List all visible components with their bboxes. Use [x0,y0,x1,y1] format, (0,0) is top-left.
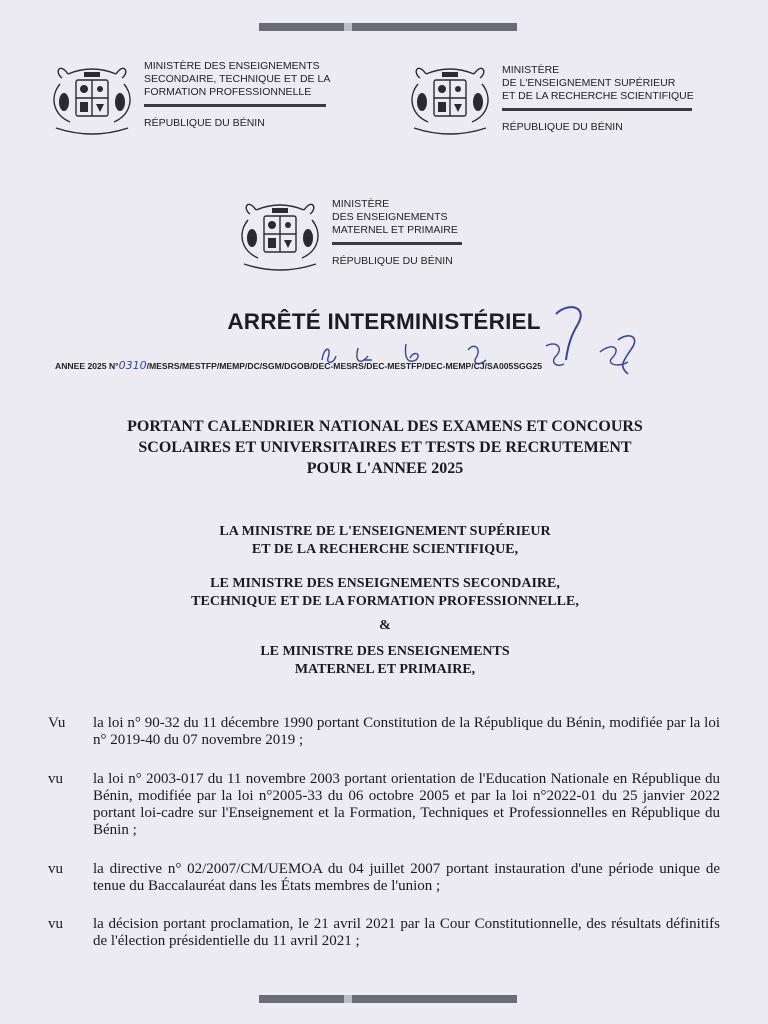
minister-line: LE MINISTRE DES ENSEIGNEMENTS SECONDAIRE, [210,576,560,591]
consideration-text: la loi n° 2003-017 du 11 novembre 2003 portant orientation de l'Education Nationale en République du Bénin, modifiée par la loi n°2005-33 du 06 octobre 2005 et par la loi n°2022-01 du 25 janvier 2022 portant loi-cadre sur l'Enseignement et la Formation, Techniques et Professionnelles en République du Bénin ; [93,771,720,838]
decree-subject [60,416,710,479]
republic-label: RÉPUBLIQUE DU BÉNIN [144,117,265,129]
header-divider [332,242,462,245]
reference-suffix: /MESRS/MESTFP/MEMP/DC/SGM/DGOB/DEC-MESRS/DEC-MESTFP/DEC-MEMP/CJ/SA005SGG25 [146,361,542,371]
consideration-item [48,771,720,839]
minister-line: MATERNEL ET PRIMAIRE, [294,662,476,677]
ministry-name-line: MINISTÈRE [332,198,390,210]
ministry-name-line: SECONDAIRE, TECHNIQUE ET DE LA [144,73,331,85]
consideration-item [48,861,720,895]
consideration-text: la directive n° 02/2007/CM/UEMOA du 04 juillet 2007 portant instauration d'une période unique de tenue du Baccalauréat dans les États membres de l'union ; [93,861,720,894]
benin-coat-of-arms-icon [234,198,326,274]
consideration-keyword: vu [48,861,63,877]
consideration-text: la décision portant proclamation, le 21 avril 2021 par la Cour Constitutionnelle, des résultats définitifs de l'élection présidentielle du 11 avril 2021 ; [93,916,720,949]
minister-line: TECHNIQUE ET DE LA FORMATION PROFESSIONNELLE, [191,594,579,609]
page-top-bar [259,23,517,31]
subject-line: POUR L'ANNEE 2025 [306,460,464,477]
benin-coat-of-arms-icon [46,62,138,138]
consideration-item [48,715,720,749]
ministry-name-line: MINISTÈRE [502,64,560,76]
minister-line: LA MINISTRE DE L'ENSEIGNEMENT SUPÉRIEUR [219,524,551,539]
consideration-keyword: vu [48,771,63,787]
minister-block [60,575,710,611]
ampersand: & [379,618,391,633]
decree-reference [55,359,735,372]
ministry-header-memp [234,198,462,274]
consideration-keyword: Vu [48,715,66,731]
ministry-name-line: MINISTÈRE DES ENSEIGNEMENTS [144,60,320,72]
page-bottom-bar [259,995,517,1003]
minister-line: ET DE LA RECHERCHE SCIENTIFIQUE, [251,542,519,557]
minister-block [60,523,710,559]
subject-line: PORTANT CALENDRIER NATIONAL DES EXAMENS ET CONCOURS [127,418,643,435]
minister-line: LE MINISTRE DES ENSEIGNEMENTS [260,644,510,659]
ministry-name-line: DE L'ENSEIGNEMENT SUPÉRIEUR [502,77,676,89]
consideration-item [48,916,720,950]
ministry-name-line: FORMATION PROFESSIONNELLE [144,86,312,98]
republic-label: RÉPUBLIQUE DU BÉNIN [332,255,453,267]
header-divider [144,104,326,107]
minister-block [60,643,710,679]
benin-coat-of-arms-icon [404,62,496,138]
document-title: ARRÊTÉ INTERMINISTÉRIEL [227,309,541,334]
ministry-header-mesrs [404,62,694,138]
ministry-name-line: MATERNEL ET PRIMAIRE [332,224,458,236]
ministry-name-line: DES ENSEIGNEMENTS [332,211,448,223]
signatory-ministers [60,523,710,695]
consideration-keyword: vu [48,916,63,932]
republic-label: RÉPUBLIQUE DU BÉNIN [502,121,623,133]
consideration-text: la loi n° 90-32 du 11 décembre 1990 portant Constitution de la République du Bénin, modifiée par la loi n° 2019-40 du 07 novembre 2019 ; [93,715,720,748]
header-divider [502,108,692,111]
reference-number: 0310 [118,359,147,372]
ministry-name-line: ET DE LA RECHERCHE SCIENTIFIQUE [502,90,694,102]
reference-prefix: ANNEE 2025 N° [55,361,119,371]
subject-line: SCOLAIRES ET UNIVERSITAIRES ET TESTS DE RECRUTEMENT [138,439,632,456]
ministry-header-mestfp [46,62,330,138]
